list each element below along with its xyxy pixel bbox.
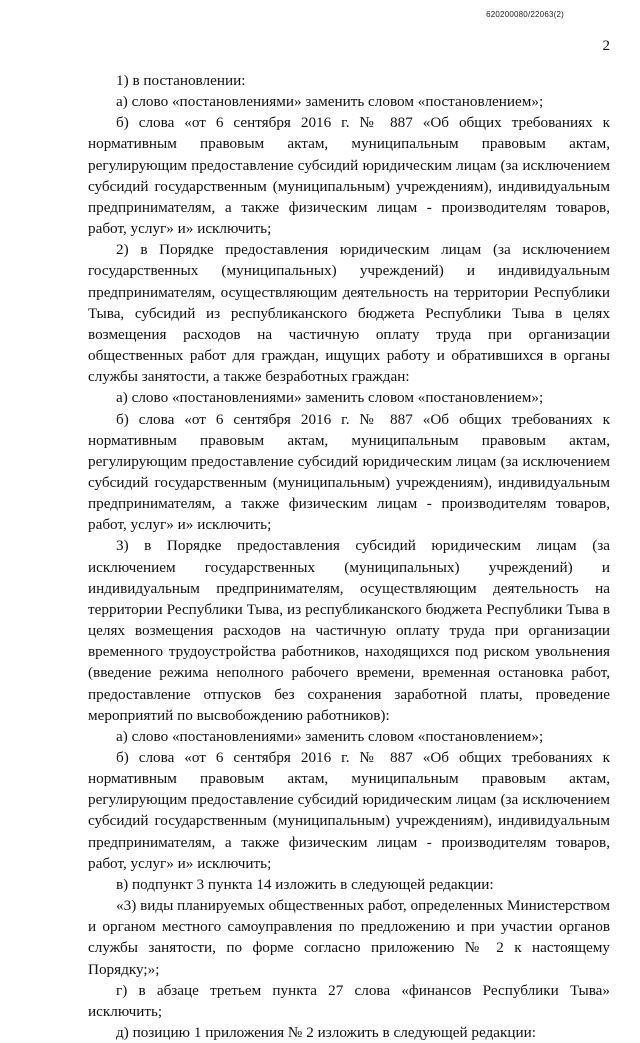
paragraph-3v-quote: «3) виды планируемых общественных работ, определенных Министерством и органом местного самоуправления по предложению и при участии органов службы занятости, по форме согласно приложению № 2 к настоящему Порядку;»; — [88, 897, 610, 978]
document-body — [88, 70, 610, 1043]
page-number: 2 — [602, 38, 610, 54]
paragraph-1b: б) слова «от 6 сентября 2016 г. № 887 «Об общих требованиях к нормативным правовым актам, муниципальным правовым актам, регулирующим предоставление субсидий юридическим лицам (за исключением субсидий государственным (муниципальным) учреждениям), индивидуальным предпринимателям, а также физическим лицам - производителям товаров, работ, услуг» и» исключить; — [88, 114, 610, 238]
paragraph-2a: а) слово «постановлениями» заменить словом «постановлением»; — [116, 389, 544, 407]
paragraph-2b: б) слова «от 6 сентября 2016 г. № 887 «Об общих требованиях к нормативным правовым актам, муниципальным правовым актам, регулирующим предоставление субсидий юридическим лицам (за исключением субсидий государственным (муниципальным) учреждениям), индивидуальным предпринимателям, а также физическим лицам - производителям товаров, работ, услуг» и» исключить; — [88, 410, 610, 534]
paragraph-3g: г) в абзаце третьем пункта 27 слова «финансов Республики Тыва» исключить; — [88, 981, 610, 1020]
paragraph-3v: в) подпункт 3 пункта 14 изложить в следующей редакции: — [116, 875, 494, 893]
paragraph-3-procedure: 3) в Порядке предоставления субсидий юридическим лицам (за исключением государственных (муниципальных) учреждений) и индивидуальным предпринимателям, осуществляющим деятельность на территории Республики Тыва, из республиканского бюджета Республики Тыва в целях возмещения расходов на частичную оплату труда при организации временного трудоустройства работников, находящихся под риском увольнения (введение режима неполного рабочего времени, временная остановка работ, предоставление отпусков без сохранения заработной платы, проведение мероприятий по высвобождению работников): — [88, 537, 610, 724]
paragraph-1a: а) слово «постановлениями» заменить словом «постановлением»; — [116, 93, 544, 111]
paragraph-2-procedure: 2) в Порядке предоставления юридическим лицам (за исключением государственных (муниципальных) учреждений) и индивидуальным предпринимателям, осуществляющим деятельность на территории Республики Тыва, субсидий из республиканского бюджета Республики Тыва в целях возмещения расходов на частичную оплату труда при организации общественных работ для граждан, ищущих работу и обратившихся в органы службы занятости, а также безработных граждан: — [88, 241, 610, 386]
paragraph-1-resolution: 1) в постановлении: — [116, 72, 246, 89]
paragraph-3a: а) слово «постановлениями» заменить словом «постановлением»; — [116, 727, 544, 745]
paragraph-3b: б) слова «от 6 сентября 2016 г. № 887 «Об общих требованиях к нормативным правовым актам, муниципальным правовым актам, регулирующим предоставление субсидий юридическим лицам (за исключением субсидий государственным (муниципальным) учреждениям), индивидуальным предпринимателям, а также физическим лицам - производителям товаров, работ, услуг» и» исключить; — [88, 749, 610, 872]
paragraph-3d: д) позицию 1 приложения № 2 изложить в следующей редакции: — [116, 1024, 536, 1042]
document-code: 620200080/22063(2) — [486, 10, 564, 19]
